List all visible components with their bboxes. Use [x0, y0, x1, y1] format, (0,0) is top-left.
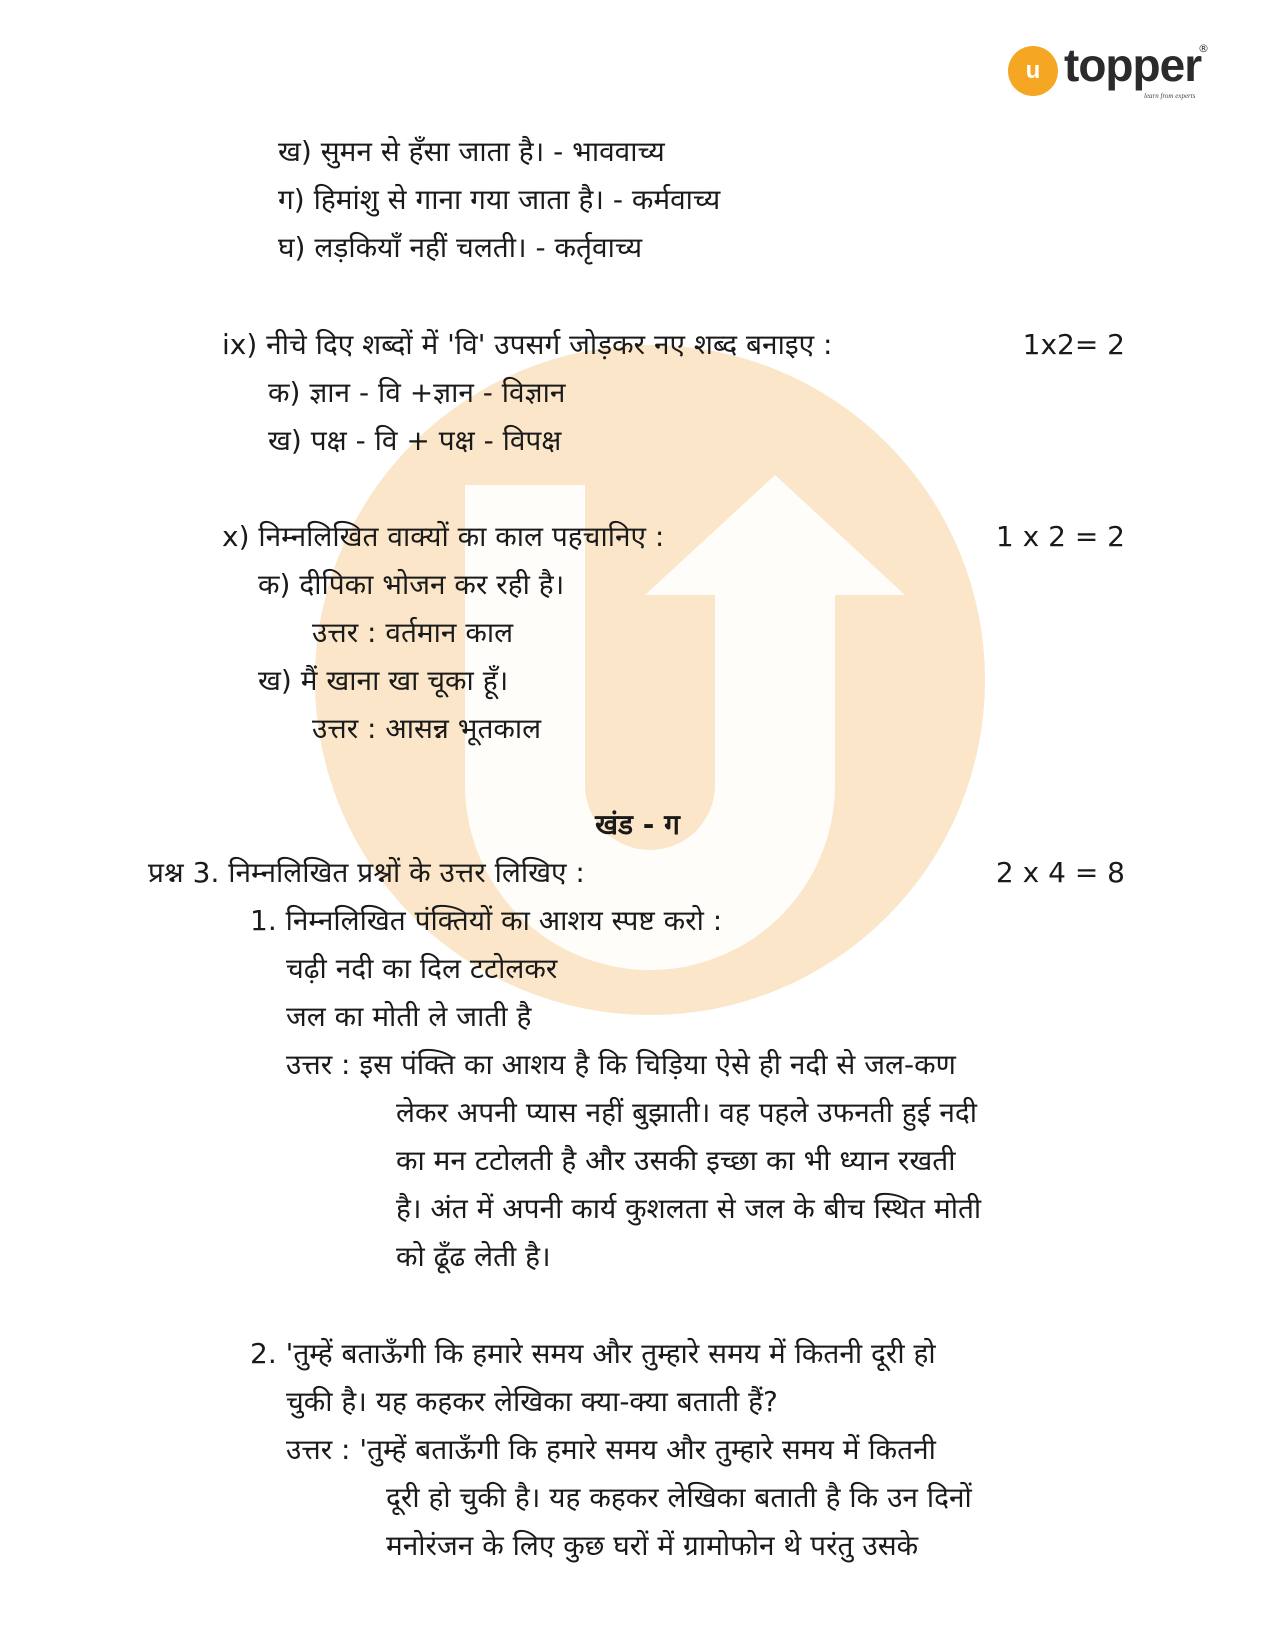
marks-q3: 2 x 4 = 8 [995, 856, 1125, 889]
question-x-ka: क) दीपिका भोजन कर रही है। [258, 568, 565, 601]
question-x-kha: ख) मैं खाना खा चूका हूँ। [258, 664, 509, 697]
logo-tagline: learn from experts [1144, 92, 1196, 100]
answer-ix-ka: क) ज्ञान - वि +ज्ञान - विज्ञान [268, 376, 566, 409]
q3-sub1-answer-line: उत्तर : इस पंक्ति का आशय है कि चिड़िया ऐसे ही नदी से जल-कण [286, 1048, 956, 1081]
q3-sub1-answer-line: लेकर अपनी प्यास नहीं बुझाती। वह पहले उफनती हुई नदी [396, 1096, 978, 1129]
answer-ix-kha: ख) पक्ष - वि + पक्ष - विपक्ष [268, 424, 562, 457]
q3-sub2-question-line: चुकी है। यह कहकर लेखिका क्या-क्या बताती हैं? [286, 1385, 778, 1418]
q3-sub1-verse-2: जल का मोती ले जाती है [286, 1000, 532, 1033]
q3-sub2-answer-line: दूरी हो चुकी है। यह कहकर लेखिका बताती है कि उन दिनों [386, 1481, 972, 1514]
question-3: प्रश्न 3. निम्नलिखित प्रश्नों के उत्तर लिखिए : [148, 856, 585, 889]
prev-item-kha: ख) सुमन से हँसा जाता है। - भाववाच्य [278, 135, 665, 168]
q3-sub1-answer-line: को ढूँढ लेती है। [396, 1240, 551, 1273]
registered-mark: ® [1198, 42, 1209, 55]
q3-sub1-verse-1: चढ़ी नदी का दिल टटोलकर [286, 952, 558, 985]
q3-sub2-answer-line: मनोरंजन के लिए कुछ घरों में ग्रामोफोन थे परंतु उसके [386, 1529, 919, 1562]
q3-sub1-answer-line: का मन टटोलती है और उसकी इच्छा का भी ध्यान रखती [396, 1144, 956, 1177]
answer-x-kha: उत्तर : आसन्न भूतकाल [312, 712, 542, 745]
question-x: x) निम्नलिखित वाक्यों का काल पहचानिए : [222, 520, 665, 553]
q3-sub2-question-line: 2. 'तुम्हें बताऊँगी कि हमारे समय और तुम्हारे समय में कितनी दूरी हो [250, 1337, 936, 1370]
topper-logo [1008, 39, 1218, 106]
q3-sub1-answer-line: है। अंत में अपनी कार्य कुशलता से जल के बीच स्थित मोती [396, 1192, 982, 1225]
marks-ix: 1x2= 2 [1022, 328, 1125, 361]
logo-wordmark: topper [1064, 39, 1202, 91]
prev-item-ga: ग) हिमांशु से गाना गया जाता है। - कर्मवाच्य [278, 183, 721, 216]
q3-sub2-answer-line: उत्तर : 'तुम्हें बताऊँगी कि हमारे समय और तुम्हारे समय में कितनी [286, 1433, 936, 1466]
marks-x: 1 x 2 = 2 [995, 520, 1125, 553]
prev-item-gha: घ) लड़कियाँ नहीं चलती। - कर्तृवाच्य [278, 231, 643, 264]
q3-sub1-question: 1. निम्नलिखित पंक्तियों का आशय स्पष्ट करो : [250, 904, 723, 937]
logo-mark: u [1008, 46, 1058, 96]
question-ix: ix) नीचे दिए शब्दों में 'वि' उपसर्ग जोड़कर नए शब्द बनाइए : [222, 328, 833, 361]
answer-x-ka: उत्तर : वर्तमान काल [312, 616, 514, 649]
section-title: खंड - ग [595, 808, 680, 841]
